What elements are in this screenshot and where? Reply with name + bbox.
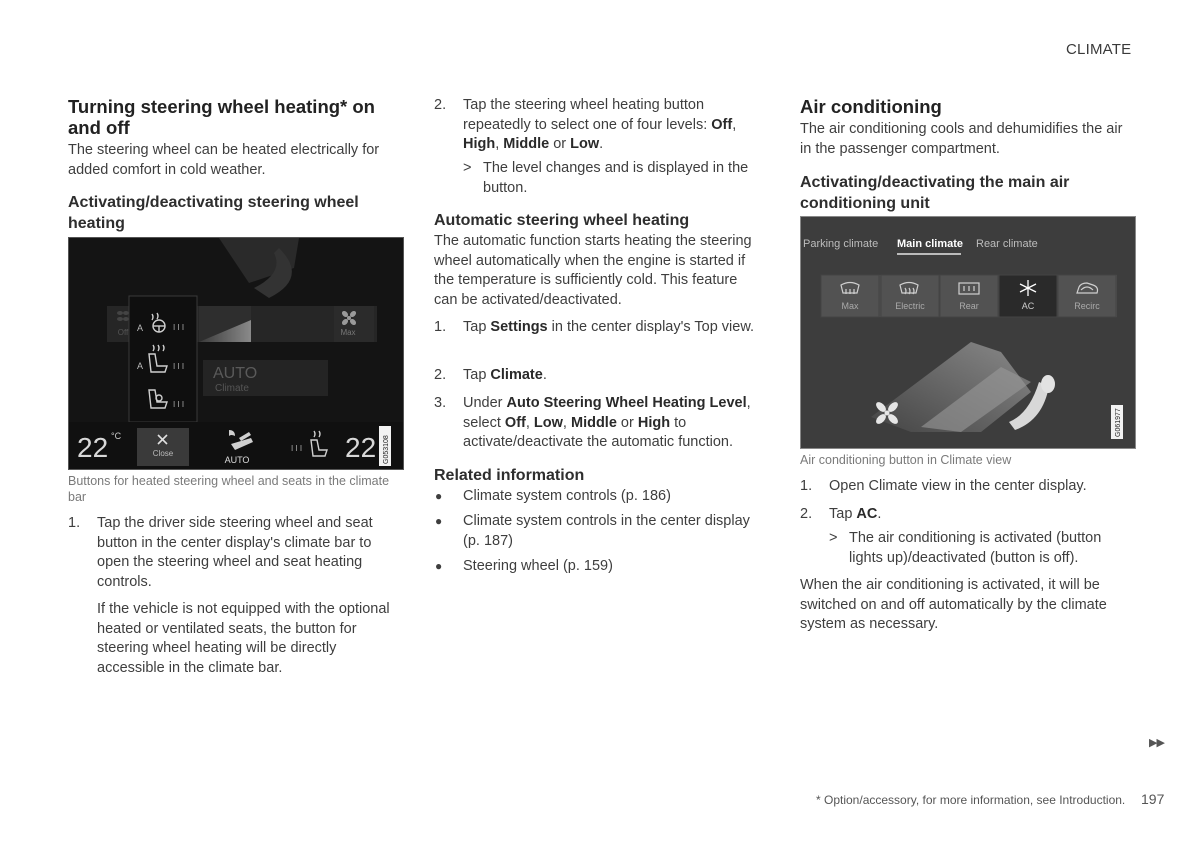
auto-climate-label: AUTO [213, 365, 258, 382]
col3-intro: The air conditioning cools and dehumidifies the air in the passenger compartment. [800, 121, 1123, 157]
auto-step1-text: Tap Settings in the center display's Top view. [463, 319, 755, 335]
ac-closing-text: When the air conditioning is activated, it will be switched on and off automatically by the climate system as necessary. [800, 577, 1107, 633]
auto-text: The automatic function starts heating the steering wheel automatically when the engine is started if the temperature is sufficiently cold. This feature can be activated/deactivated. [434, 233, 752, 308]
page-number: 197 [1141, 791, 1165, 807]
off-label: Off [117, 328, 129, 337]
max-button-label[interactable]: Max [841, 301, 859, 311]
step1-note: If the vehicle is not equipped with the optional heated or ventilated seats, the button for steering wheel heating will be directly accessible in the climate bar. [97, 601, 390, 676]
close-label: Close [152, 449, 174, 458]
tab-main-climate[interactable]: Main climate [897, 238, 964, 250]
step1-number: 1. [68, 515, 81, 531]
max-label: Max [340, 328, 356, 337]
auto-step1-number: 1. [434, 319, 447, 335]
ac-step2-result-mark: > [829, 530, 838, 546]
related-heading: Related information [434, 467, 585, 484]
related-link[interactable]: Climate system controls (p. 186) [463, 488, 671, 504]
auto-climate-sub: Climate [215, 383, 249, 394]
svg-text:I I I: I I I [291, 444, 303, 453]
svg-text:I I I: I I I [173, 323, 185, 332]
electric-button-label[interactable]: Electric [895, 301, 925, 311]
ac-step2-text: Tap AC. [829, 506, 882, 522]
temp-unit: °C [111, 431, 122, 441]
col1-title: Turning steering wheel heating* on and off [68, 96, 375, 138]
svg-text:I I I: I I I [173, 400, 185, 409]
recirc-button-label[interactable]: Recirc [1074, 301, 1100, 311]
auto-a1: A [137, 323, 144, 333]
related-bullet: ● [435, 514, 443, 528]
ac-step1-text: Open Climate view in the center display. [829, 478, 1087, 494]
auto-small-label: AUTO [224, 455, 250, 465]
figure-code-2: G061977 [1115, 408, 1122, 437]
step2-number: 2. [434, 97, 447, 113]
footnote: * Option/accessory, for more information, see Introduction. [816, 793, 1126, 807]
col3-subheading: Activating/deactivating the main air conditioning unit [800, 174, 1070, 212]
auto-step3-text: Under Auto Steering Wheel Heating Level, select Off, Low, Middle or High to activate/deactivate the automatic function. [463, 395, 751, 451]
next-page-arrow[interactable]: ▶▶ [1149, 737, 1164, 749]
ac-figure [800, 216, 1136, 449]
svg-text:I I I: I I I [173, 362, 185, 371]
auto-heading: Automatic steering wheel heating [434, 212, 690, 229]
auto-step2-text: Tap Climate. [463, 367, 547, 383]
steering-heat-figure [68, 237, 404, 470]
auto-step2-number: 2. [434, 367, 447, 383]
ac-step1-number: 1. [800, 478, 813, 494]
related-link[interactable]: Climate system controls in the center display (p. 187) [463, 513, 750, 549]
related-bullet: ● [435, 489, 443, 503]
step2-result: The level changes and is displayed in the button. [483, 160, 749, 196]
col1-intro: The steering wheel can be heated electrically for added comfort in cold weather. [68, 142, 380, 178]
step2-result-mark: > [463, 160, 472, 176]
figure1-caption: Buttons for heated steering wheel and seats in the climate bar [68, 474, 390, 504]
related-bullet: ● [435, 559, 443, 573]
ac-button-label[interactable]: AC [1021, 301, 1035, 311]
rear-button-label[interactable]: Rear [959, 301, 979, 311]
climate-bar-illustration [69, 238, 403, 469]
col3-title: Air conditioning [800, 96, 942, 117]
temp-right: 22 [345, 432, 377, 463]
step2-text: Tap the steering wheel heating button repeatedly to select one of four levels: Off, High, Middle or Low. [463, 97, 737, 153]
auto-a2: A [137, 361, 144, 371]
ac-step2-number: 2. [800, 506, 813, 522]
step1-text: Tap the driver side steering wheel and seat button in the center display's climate bar to open the steering wheel and seat heating controls. [97, 515, 373, 590]
tab-parking-climate[interactable]: Parking climate [803, 238, 879, 250]
tab-rear-climate[interactable]: Rear climate [976, 238, 1038, 250]
related-link[interactable]: Steering wheel (p. 159) [463, 558, 613, 574]
auto-step3-number: 3. [434, 395, 447, 411]
ac-step2-result: The air conditioning is activated (button lights up)/deactivated (button is off). [849, 530, 1102, 566]
figure2-caption: Air conditioning button in Climate view [800, 453, 1012, 467]
climate-view-illustration [801, 217, 1135, 448]
col1-subheading: Activating/deactivating steering wheel heating [68, 194, 359, 232]
figure-code-1: G053108 [383, 435, 390, 464]
temp-left: 22 [77, 432, 109, 463]
section-label: CLIMATE [1066, 41, 1132, 58]
